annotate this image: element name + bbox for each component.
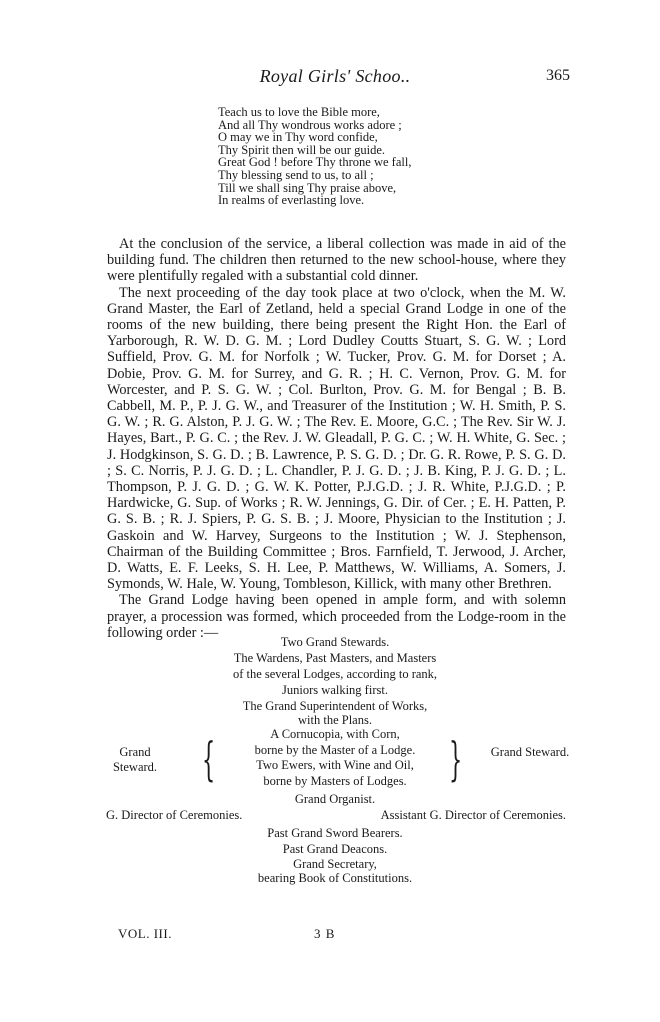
procession-line: Two Ewers, with Wine and Oil, [256, 758, 414, 772]
hymn-line: Thy blessing send to us, to all ; [218, 167, 374, 182]
procession-line: Grand Organist. [294, 792, 376, 806]
ceremonies-row [100, 807, 570, 825]
paragraph-collection: At the conclusion of the service, a liberal collection was made in aid of the building fund. The children then returned to the new school-house, where they were plentifully regaled with a substantial cold dinner. [107, 236, 566, 285]
hymn-line: O may we in Thy word confide, [218, 130, 378, 145]
bracket-right-label: Grand Steward. [490, 745, 570, 759]
ceremonies-left: G. Director of Ceremonies. [106, 808, 243, 822]
bracket-left-label: Grand Steward. [112, 745, 158, 774]
right-brace-icon: } [448, 732, 462, 786]
bracketed-group [100, 727, 570, 791]
left-brace-icon: { [202, 732, 216, 786]
hymn-line: Thy Spirit then will be our guide. [218, 142, 385, 157]
page-footer [118, 926, 418, 946]
hymn-verse [218, 106, 411, 207]
procession-line: bearing Book of Constitutions. [257, 871, 413, 885]
paragraph-grand-lodge: The next proceeding of the day took place at two o'clock, when the M. W. Grand Master, the Earl of Zetland, held a special Grand Lodge in one of the rooms of the new building, there being present the Right Hon. the Earl of Yarborough, R. W. D. G. M. ; Lord Dudley Coutts Stuart, S. G. W. ; Lord Suffield, Prov. G. M. for Norfolk ; W. Tucker, Prov. G. M. for Dorset ; A. Dobie, Prov. G. M. for Surrey, and G. R. ; H. C. Vernon, Prov. G. M. for Worcester, and P. S. G. W. ; Col. Burlton, Prov. G. M. for Bengal ; B. B. Cabbell, M. P., P. J. G. W., and Treasurer of the Institution ; W. H. Smith, P. S. G. W. ; R. G. Alston, P. J. G. W. ; The Rev. E. Moore, G.C. ; The Rev. Sir W. J. Hayes, Bart., P. G. C. ; the Rev. J. W. Gleadall, P. G. C. ; W. H. White, G. Sec. ; J. Hodgkinson, S. G. D. ; B. Lawrence, P. S. G. D. ; Dr. G. R. Rowe, P. S. G. D. ; S. C. Norris, P. J. G. D. ; L. Chandler, P. J. G. D. ; J. B. King, P. J. G. D. ; L. Thompson, P. J. G. D. ; G. W. K. Potter, P.J.G.D. ; J. R. White, P.J.G.D. ; P. Hardwicke, G. Sup. of Works ; R. W. Jennings, G. Dir. of Cer. ; E. H. Patten, P. G. S. B. ; R. J. Spiers, P. G. S. B. ; J. Moore, Physician to the Institution ; J. Gaskoin and W. Harvey, Surgeons to the Institution ; W. J. Stephenson, Chairman of the Building Committee ; Bros. Farnfield, T. Jerwood, J. Archer, D. Watts, E. F. Leeks, S. H. Lee, P. Matthews, W. Williams, A. Somers, J. Symonds, W. Hale, W. Young, Tombleson, Killick, with many other Brethren. [107, 284, 566, 593]
procession-line: A Cornucopia, with Corn, [270, 727, 400, 741]
page-number: 365 [546, 67, 570, 84]
procession-line: borne by the Master of a Lodge. [254, 742, 416, 757]
procession-line: Past Grand Deacons. [282, 842, 388, 856]
procession-order [100, 634, 570, 885]
procession-line: The Grand Superintendent of Works, [242, 699, 428, 713]
page-header [100, 66, 570, 90]
volume-label: VOL. III. [118, 926, 172, 941]
paragraph-procession: The Grand Lodge having been opened in ample form, and with solemn prayer, a procession was formed, which proceeded from the Lodge-room in the following order :— [107, 592, 566, 641]
hymn-line: Great God ! before Thy throne we fall, [218, 155, 412, 170]
procession-line: with the Plans. [298, 713, 372, 727]
hymn-line: In realms of everlasting love. [218, 193, 365, 208]
procession-line: The Wardens, Past Masters, and Masters [233, 651, 437, 665]
procession-line: Two Grand Stewards. [280, 635, 390, 649]
procession-line: Juniors walking first. [282, 683, 388, 697]
hymn-line: Till we shall sing Thy praise above, [218, 180, 397, 195]
hymn-line: And all Thy wondrous works adore ; [218, 117, 402, 132]
procession-line: of the several Lodges, according to rank, [232, 667, 438, 681]
ceremonies-right: Assistant G. Director of Ceremonies. [380, 808, 566, 822]
body-text [107, 236, 566, 641]
hymn-line: Teach us to love the Bible more, [218, 105, 380, 119]
procession-line: borne by Masters of Lodges. [263, 773, 407, 788]
procession-line: Past Grand Sword Bearers. [267, 826, 403, 840]
bracket-center [210, 727, 460, 789]
procession-line: Grand Secretary, [293, 857, 377, 871]
running-title: Royal Girls' Schoo.. [259, 66, 411, 86]
signature-mark: 3 B [314, 926, 336, 941]
